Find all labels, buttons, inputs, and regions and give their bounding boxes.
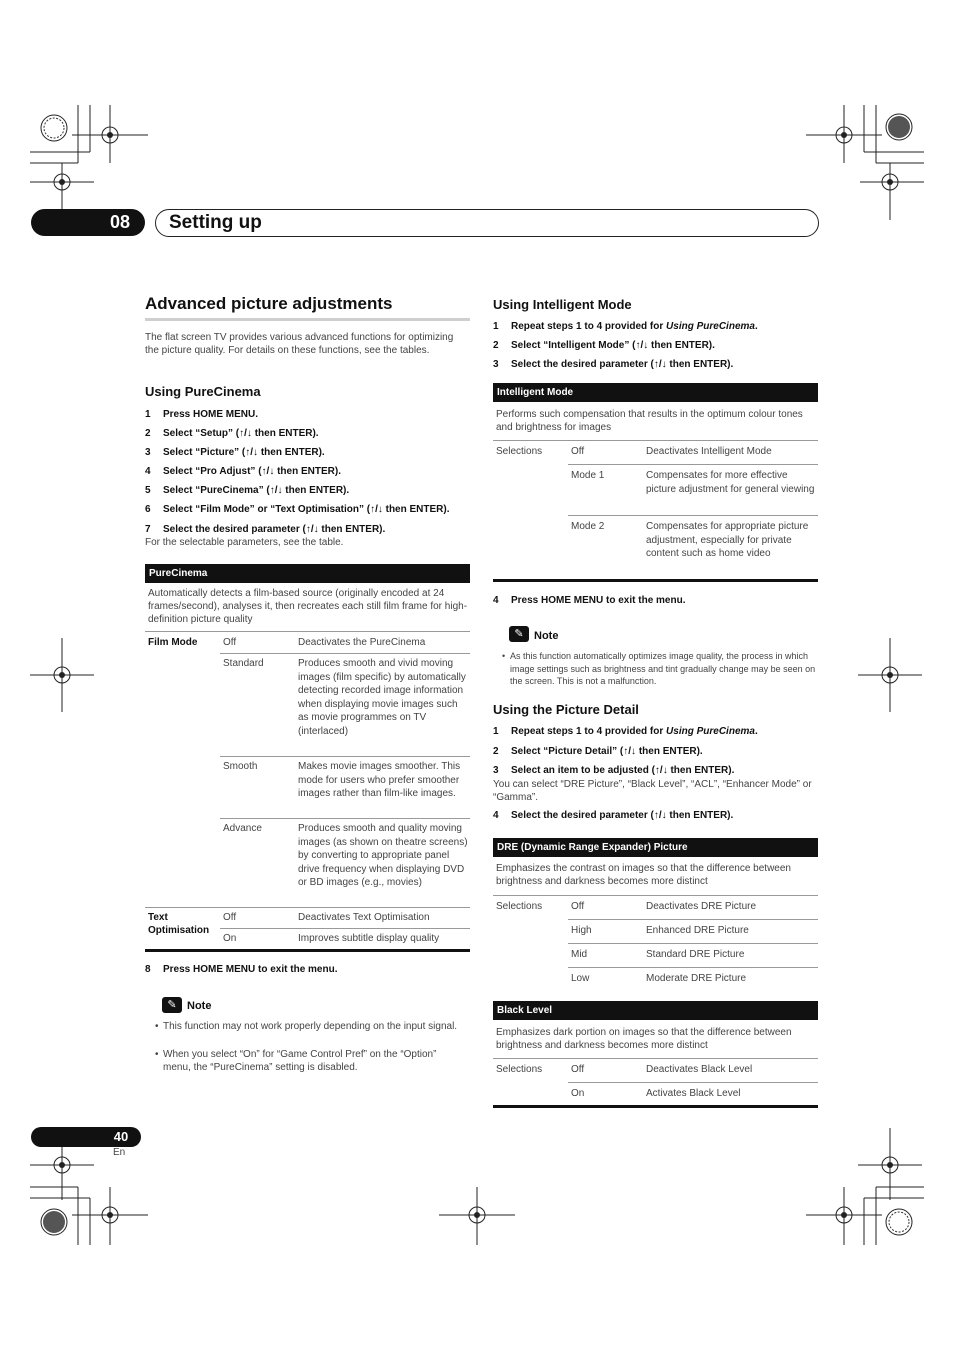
purecinema-step-2: 2 Select “Setup” (↑/↓ then ENTER). [145, 428, 319, 439]
black-selections-label: Selections [496, 1064, 543, 1075]
detail-step-3: 3 Select an item to be adjusted (↑/↓ then ENTER). [493, 765, 735, 776]
purecinema-step-8: 8 Press HOME MENU to exit the menu. [145, 964, 338, 975]
film-desc-off: Deactivates the PureCinema [298, 637, 426, 648]
table-rule [145, 907, 470, 908]
intelligent-step-2: 2 Select “Intelligent Mode” (↑/↓ then ENTER). [493, 340, 715, 351]
table-rule [568, 919, 818, 920]
note-label: Note [534, 630, 559, 642]
up-down-arrow-icon: ↑/↓ [269, 485, 283, 496]
black-level-table-header: Black Level [493, 1001, 818, 1020]
film-option-off: Off [223, 637, 237, 648]
black-desc-off: Deactivates Black Level [646, 1064, 753, 1075]
intelligent-option-mode2: Mode 2 [571, 521, 605, 532]
table-rule [220, 928, 470, 929]
film-option-smooth: Smooth [223, 761, 258, 772]
intelligent-desc-mode1: Compensates for more effective picture adjustment for general viewing [646, 470, 815, 495]
detail-step-1: 1 Repeat steps 1 to 4 provided for Using PureCinema. [493, 726, 758, 737]
purecinema-step-3: 3 Select “Picture” (↑/↓ then ENTER). [145, 447, 325, 458]
detail-step-2: 2 Select “Picture Detail” (↑/↓ then ENTER). [493, 746, 703, 757]
text-option-on: On [223, 933, 237, 944]
table-rule [568, 464, 818, 465]
film-option-standard: Standard [223, 658, 264, 669]
table-rule [145, 631, 470, 632]
step-7-note: For the selectable parameters, see the table. [145, 537, 344, 548]
table-rule [220, 756, 470, 757]
table-rule [493, 895, 818, 896]
intelligent-desc-mode2: Compensates for appropriate picture adjustment, especially for private content such as home video [646, 521, 809, 559]
note-item-2: • When you select “On” for “Game Control Pref” on the “Option” menu, the “PureCinema” setting is disabled. [155, 1049, 437, 1073]
intelligent-step-1: 1 Repeat steps 1 to 4 provided for Using PureCinema. [493, 321, 758, 332]
purecinema-step-6: 6 Select “Film Mode” or “Text Optimisation” (↑/↓ then ENTER). [145, 504, 450, 515]
dre-desc-off: Deactivates DRE Picture [646, 901, 757, 912]
dre-table-header: DRE (Dynamic Range Expander) Picture [493, 838, 818, 857]
chapter-number: 08 [109, 212, 131, 232]
table-rule [493, 1058, 818, 1059]
table-bottom-rule [493, 1105, 818, 1108]
purecinema-table-description: Automatically detects a film-based source (originally encoded at 24 frames/second), analyses it, then recreates each still film frame for high-definition picture quality [148, 588, 468, 625]
dre-option-high: High [571, 925, 592, 936]
note-item-1: • This function may not work properly depending on the input signal. [155, 1021, 458, 1032]
up-down-arrow-icon: ↑/↓ [370, 504, 383, 515]
table-rule [568, 1082, 818, 1083]
black-option-off: Off [571, 1064, 585, 1075]
up-down-arrow-icon: ↑/↓ [623, 746, 637, 757]
up-down-arrow-icon: ↑/↓ [654, 765, 668, 776]
intelligent-note-item: • As this function automatically optimizes image quality, the process in which image settings such as brightness and tint gradually change may be seen on the screen. This is not a malfunction. [502, 651, 816, 686]
film-desc-standard: Produces smooth and vivid moving images (film specific) by automatically detecting recorded image information when displaying movie images such as movie programmes on TV (interlaced) [298, 658, 466, 737]
intelligent-desc-off: Deactivates Intelligent Mode [646, 446, 772, 457]
table-rule [568, 967, 818, 968]
film-desc-advance: Produces smooth and quality moving images (as shown on theatre screens) by converting to appropriate panel drive frequency when displaying DVD or BD images (e.g., movies) [298, 823, 468, 888]
pencil-note-icon: ✎ [509, 626, 529, 642]
dre-table-description: Emphasizes the contrast on images so that the difference between brightness and darkness becomes more distinct [496, 863, 791, 887]
table-rule [568, 943, 818, 944]
text-optimisation-label: Text Optimisation [148, 912, 210, 936]
film-desc-smooth: Makes movie images smoother. This mode for users who prefer smoother images rather than film-like images. [298, 761, 461, 799]
dre-option-mid: Mid [571, 949, 588, 960]
up-down-arrow-icon: ↑/↓ [305, 524, 319, 535]
intelligent-table-description: Performs such compensation that results in the optimum colour tones and brightness for images [496, 409, 803, 433]
text-desc-off: Deactivates Text Optimisation [298, 912, 430, 923]
purecinema-step-7: 7 Select the desired parameter (↑/↓ then ENTER). [145, 524, 386, 535]
intelligent-step-3: 3 Select the desired parameter (↑/↓ then ENTER). [493, 359, 734, 370]
purecinema-heading: Using PureCinema [145, 384, 261, 399]
note-label: Note [187, 1000, 212, 1012]
up-down-arrow-icon: ↑/↓ [245, 447, 259, 458]
intelligent-mode-heading: Using Intelligent Mode [493, 297, 632, 312]
text-option-off: Off [223, 912, 237, 923]
film-mode-label: Film Mode [148, 637, 198, 648]
dre-option-off: Off [571, 901, 585, 912]
intelligent-step-4: 4 Press HOME MENU to exit the menu. [493, 595, 686, 606]
pencil-note-icon: ✎ [162, 997, 182, 1013]
black-level-table-description: Emphasizes dark portion on images so that the difference between brightness and darkness becomes more distinct [496, 1027, 792, 1051]
black-option-on: On [571, 1088, 585, 1099]
dre-desc-low: Moderate DRE Picture [646, 973, 747, 984]
purecinema-step-1: 1 Press HOME MENU. [145, 409, 259, 420]
purecinema-table-header: PureCinema [145, 564, 470, 583]
up-down-arrow-icon: ↑/↓ [261, 466, 275, 477]
detail-step-4: 4 Select the desired parameter (↑/↓ then ENTER). [493, 810, 734, 821]
intro-paragraph: The flat screen TV provides various advanced functions for optimizing the picture quality. For details on these functions, see the tables. [145, 332, 454, 356]
text-desc-on: Improves subtitle display quality [298, 933, 440, 944]
table-bottom-rule [493, 579, 818, 582]
up-down-arrow-icon: ↑/↓ [653, 810, 667, 821]
purecinema-step-5: 5 Select “PureCinema” (↑/↓ then ENTER). [145, 485, 350, 496]
chapter-title: Setting up [169, 212, 262, 233]
table-rule [493, 440, 818, 441]
dre-desc-mid: Standard DRE Picture [646, 949, 745, 960]
dre-selections-label: Selections [496, 901, 543, 912]
intelligent-option-off: Off [571, 446, 585, 457]
page-language: En [113, 1147, 126, 1158]
intelligent-table-header: Intelligent Mode [493, 383, 818, 402]
intelligent-selections-label: Selections [496, 446, 543, 457]
purecinema-step-4: 4 Select “Pro Adjust” (↑/↓ then ENTER). [145, 466, 341, 477]
page-number: 40 [113, 1129, 129, 1144]
table-rule [220, 653, 470, 654]
black-desc-on: Activates Black Level [646, 1088, 741, 1099]
up-down-arrow-icon: ↑/↓ [635, 340, 649, 351]
dre-option-low: Low [571, 973, 590, 984]
dre-desc-high: Enhanced DRE Picture [646, 925, 749, 936]
table-rule [220, 818, 470, 819]
table-bottom-rule [145, 949, 470, 952]
up-down-arrow-icon: ↑/↓ [653, 359, 667, 370]
film-option-advance: Advance [223, 823, 262, 834]
picture-detail-heading: Using the Picture Detail [493, 702, 639, 717]
intelligent-option-mode1: Mode 1 [571, 470, 605, 481]
detail-step-3-note: You can select “DRE Picture”, “Black Level”, “ACL”, “Enhancer Mode” or “Gamma”. [493, 779, 812, 803]
section-title-rule [145, 318, 470, 321]
up-down-arrow-icon: ↑/↓ [239, 428, 252, 439]
table-rule [568, 515, 818, 516]
section-title: Advanced picture adjustments [145, 294, 393, 313]
